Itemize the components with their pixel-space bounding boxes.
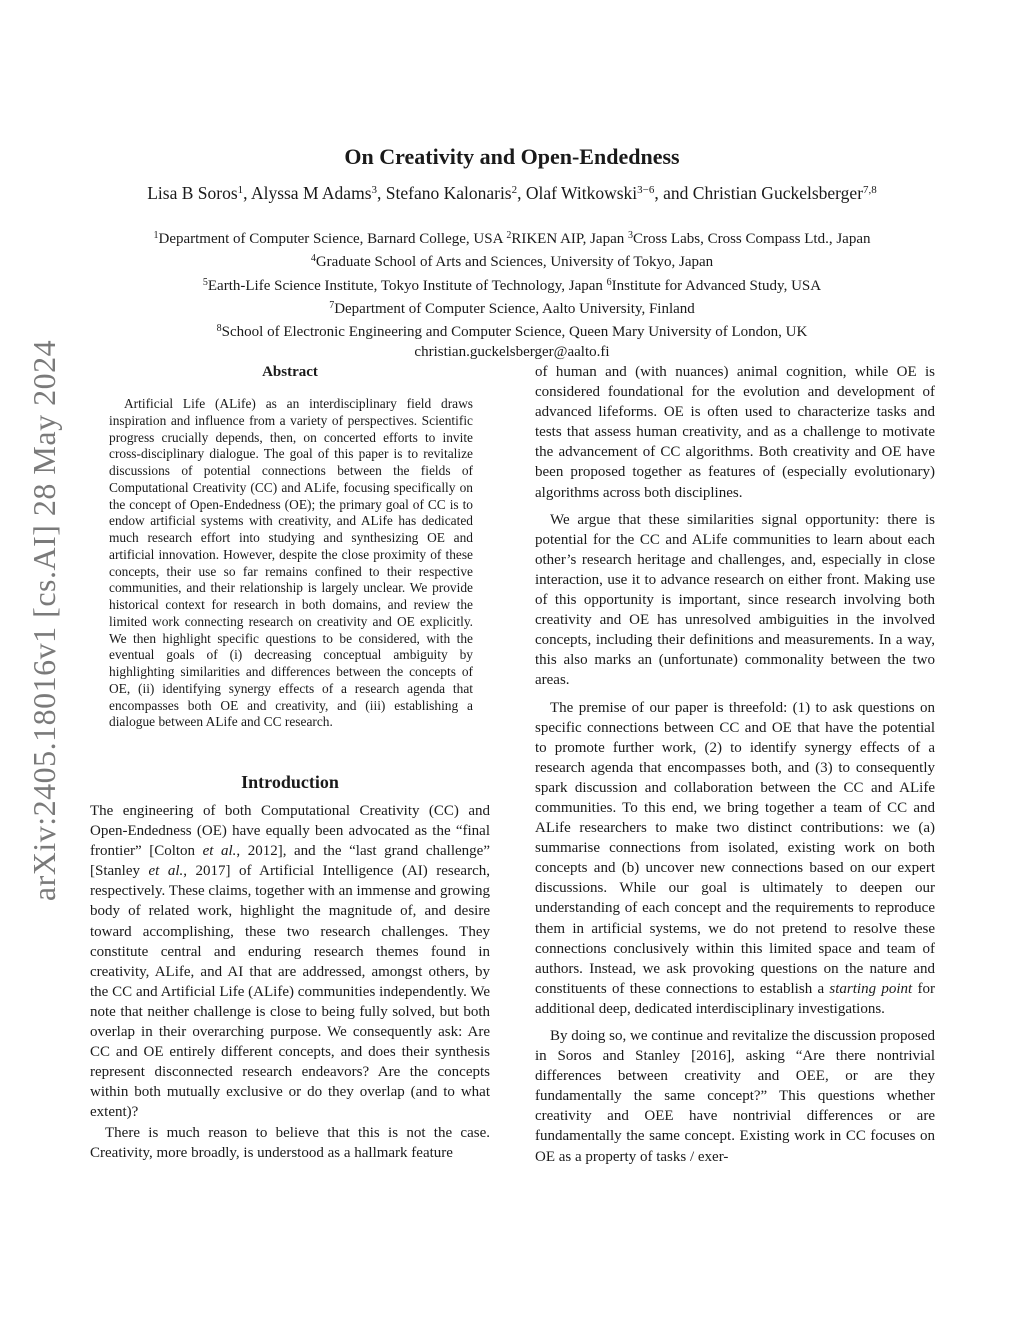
body-paragraph: By doing so, we continue and revitalize the discussion proposed in Soros and Stanley [2016], asking “Are there nontrivial differences between creativity and OEE, or are they fundamentally the same concept?” This questions whether creativity and OEE have nontrivial differences or are fundamentally the same concept. Existing work in CC focuses on OE as a property of tasks / exer- (535, 1028, 935, 1165)
affiliation-text: Graduate School of Arts and Sciences, University of Tokyo, Japan (315, 254, 714, 271)
affiliation-mark: 6 (606, 276, 612, 288)
author-affiliation-mark: 7,8 (863, 184, 877, 196)
affiliation-line (0, 249, 1024, 272)
body-paragraph: We argue that these similarities signal opportunity: there is potential for the CC and ALife communities to learn about each other’s research heritage and challenges, and, especially in close interaction, use it to advance research on either front. Making use of this opportunity is important, since research involving both creativity and OE has unresolved ambiguities in the involved concepts, including their definitions and measurements. In a way, this also marks an (unfortunate) commonality between the two areas. (535, 511, 935, 689)
affiliation-text: christian.guckelsberger@aalto.fi (414, 344, 610, 361)
body-paragraph: The engineering of both Computational Creativity (CC) and Open-Endedness (OE) have equally been advocated as the “final frontier” [Colton et al., 2012], and the “last grand challenge” [Stanley et al., 2017] of Artificial Intelligence (AI) research, respectively. These claims, together with an immense and growing body of related work, highlight the magnitude of, and desire toward accomplishing, these two research challenges. They constitute central and enduring research themes found in creativity, ALife, and AI that are addressed, amongst others, by the CC and Artificial Life (ALife) communities independently. We note that neither challenge is close to being fully solved, but both overlap in their overarching purpose. We consequently ask: Are CC and OE entirely different concepts, and does their synthesis represent disconnected research endeavors? Are the concepts within both mutually exclusive or do they overlap (and to what extent)? (90, 803, 490, 1121)
author-name: Alyssa M Adams (250, 183, 372, 203)
author-name: Christian Guckelsberger (692, 183, 864, 203)
affiliation-line (0, 226, 1024, 249)
arxiv-identifier-text: arXiv:2405.18016v1 [cs.AI] 28 May 2024 (26, 339, 63, 901)
author-name: Olaf Witkowski (525, 183, 638, 203)
author-affiliation-mark: 1 (237, 184, 244, 196)
affiliation-text: RIKEN AIP, Japan (511, 231, 628, 247)
body-paragraph: of human and (with nuances) animal cognition, while OE is considered foundational for the evolution and development of advanced lifeforms. OE is often used to characterize tasks and tests that assess human creativity, and as a challenge to motivate the advancement of CC algorithms. Both creativity and OE have been proposed together as features of (especially evolutionary) algorithms across both disciplines. (535, 364, 935, 501)
introduction-heading: Introduction (241, 772, 339, 792)
affiliation-line (0, 342, 1024, 362)
affiliation-mark: 1 (153, 230, 159, 241)
author-affiliation-mark: 3−6 (637, 184, 655, 196)
affiliation-mark: 2 (506, 230, 512, 241)
body-paragraph: The premise of our paper is threefold: (1) to ask questions on specific connections between CC and OE that have the potential to promote further work, (2) to identify synergy effects of a research agenda that encompasses both, and (3) to consequently spark discussion and collaboration between the CC and ALife communities. To this end, we bring together a team of CC and ALife researchers to make two distinct contributions: we (a) summarise connections from isolated, existing work on both concepts and (b) uncover new connections based on our expert discussions. While our goal is ultimately to deepen our understanding of each concept and the requirements to reproduce them in artificial systems, we do not pretend to resolve these connections conclusively within this limited space and team of authors. Instead, we ask provoking questions on the nature and constituents of these connections to establish a starting point for additional deep, dedicated interdisciplinary investigations. (535, 699, 935, 1017)
italic-text: et al. (202, 843, 237, 860)
affiliation-text: Institute for Advanced Study, USA (611, 277, 822, 294)
affiliation-text: Department of Computer Science, Barnard College, USA (158, 231, 507, 247)
right-column-body (535, 362, 935, 1167)
affiliation-text: Earth-Life Science Institute, Tokyo Institute of Technology, Japan (207, 277, 607, 294)
author-affiliation-mark: 3 (371, 184, 377, 196)
affiliation-list (0, 226, 1024, 363)
affiliation-text: Cross Labs, Cross Compass Ltd., Japan (633, 231, 871, 247)
affiliation-mark: 8 (216, 323, 222, 335)
author-name: Lisa B Soros (147, 183, 238, 203)
abstract-text: Artificial Life (ALife) as an interdisciplinary field draws inspiration and influence from a variety of perspectives. Scientific progress crucially depends, then, on concerted efforts to invite cross-disciplinary dialogue. The goal of this paper is to revitalize discussions of potential connections between the fields of Computational Creativity (CC) and ALife, focusing specifically on the concept of Open-Endedness (OE); the primary goal of CC is to endow artificial systems with creativity, and ALife has dedicated much research effort into studying and synthesizing OE and artificial innovation. However, despite the close proximity of these concepts, their use so far remains confined to their respective communities, and their relationship is largely unclear. We provide historical context for research in both domains, and review the limited work connecting research on creativity and OE explicitly. We then highlight specific questions to be considered, with the eventual goals of (i) decreasing conceptual ambiguity by highlighting similarities and differences between the concepts of OE, (ii) identifying synergy effects of a research agenda that encompasses both OE and creativity, and (iii) establishing a dialogue between ALife and CC research. (109, 396, 473, 730)
affiliation-text: School of Electronic Engineering and Computer Science, Queen Mary University of London, UK (221, 324, 808, 341)
affiliation-line (0, 319, 1024, 342)
affiliation-mark: 3 (628, 230, 633, 241)
affiliation-mark: 5 (202, 276, 208, 288)
author-list: Lisa B Soros$^1$, Alyssa M Adams$^3$, Stefano Kalonaris$^2$, Olaf Witkowski$^{3-6}$, and Christian Guckelsberger$^{7,8}$ (147, 183, 877, 203)
introduction-body (90, 801, 490, 1163)
body-paragraph: There is much reason to believe that this is not the case. Creativity, more broadly, is understood as a hallmark feature (90, 1124, 490, 1161)
arxiv-identifier (20, 320, 70, 920)
affiliation-text: Department of Computer Science, Aalto University, Finland (334, 300, 695, 317)
paper-title: On Creativity and Open-Endedness (344, 144, 680, 169)
italic-text: starting point (829, 980, 913, 997)
affiliation-mark: 7 (329, 299, 335, 311)
affiliation-line (0, 273, 1024, 296)
italic-text: et al. (148, 863, 184, 880)
abstract-heading: Abstract (262, 364, 318, 380)
author-affiliation-mark: 2 (511, 184, 518, 196)
affiliation-line (0, 296, 1024, 319)
affiliation-mark: 4 (310, 253, 316, 265)
author-name: Stefano Kalonaris (385, 183, 512, 203)
